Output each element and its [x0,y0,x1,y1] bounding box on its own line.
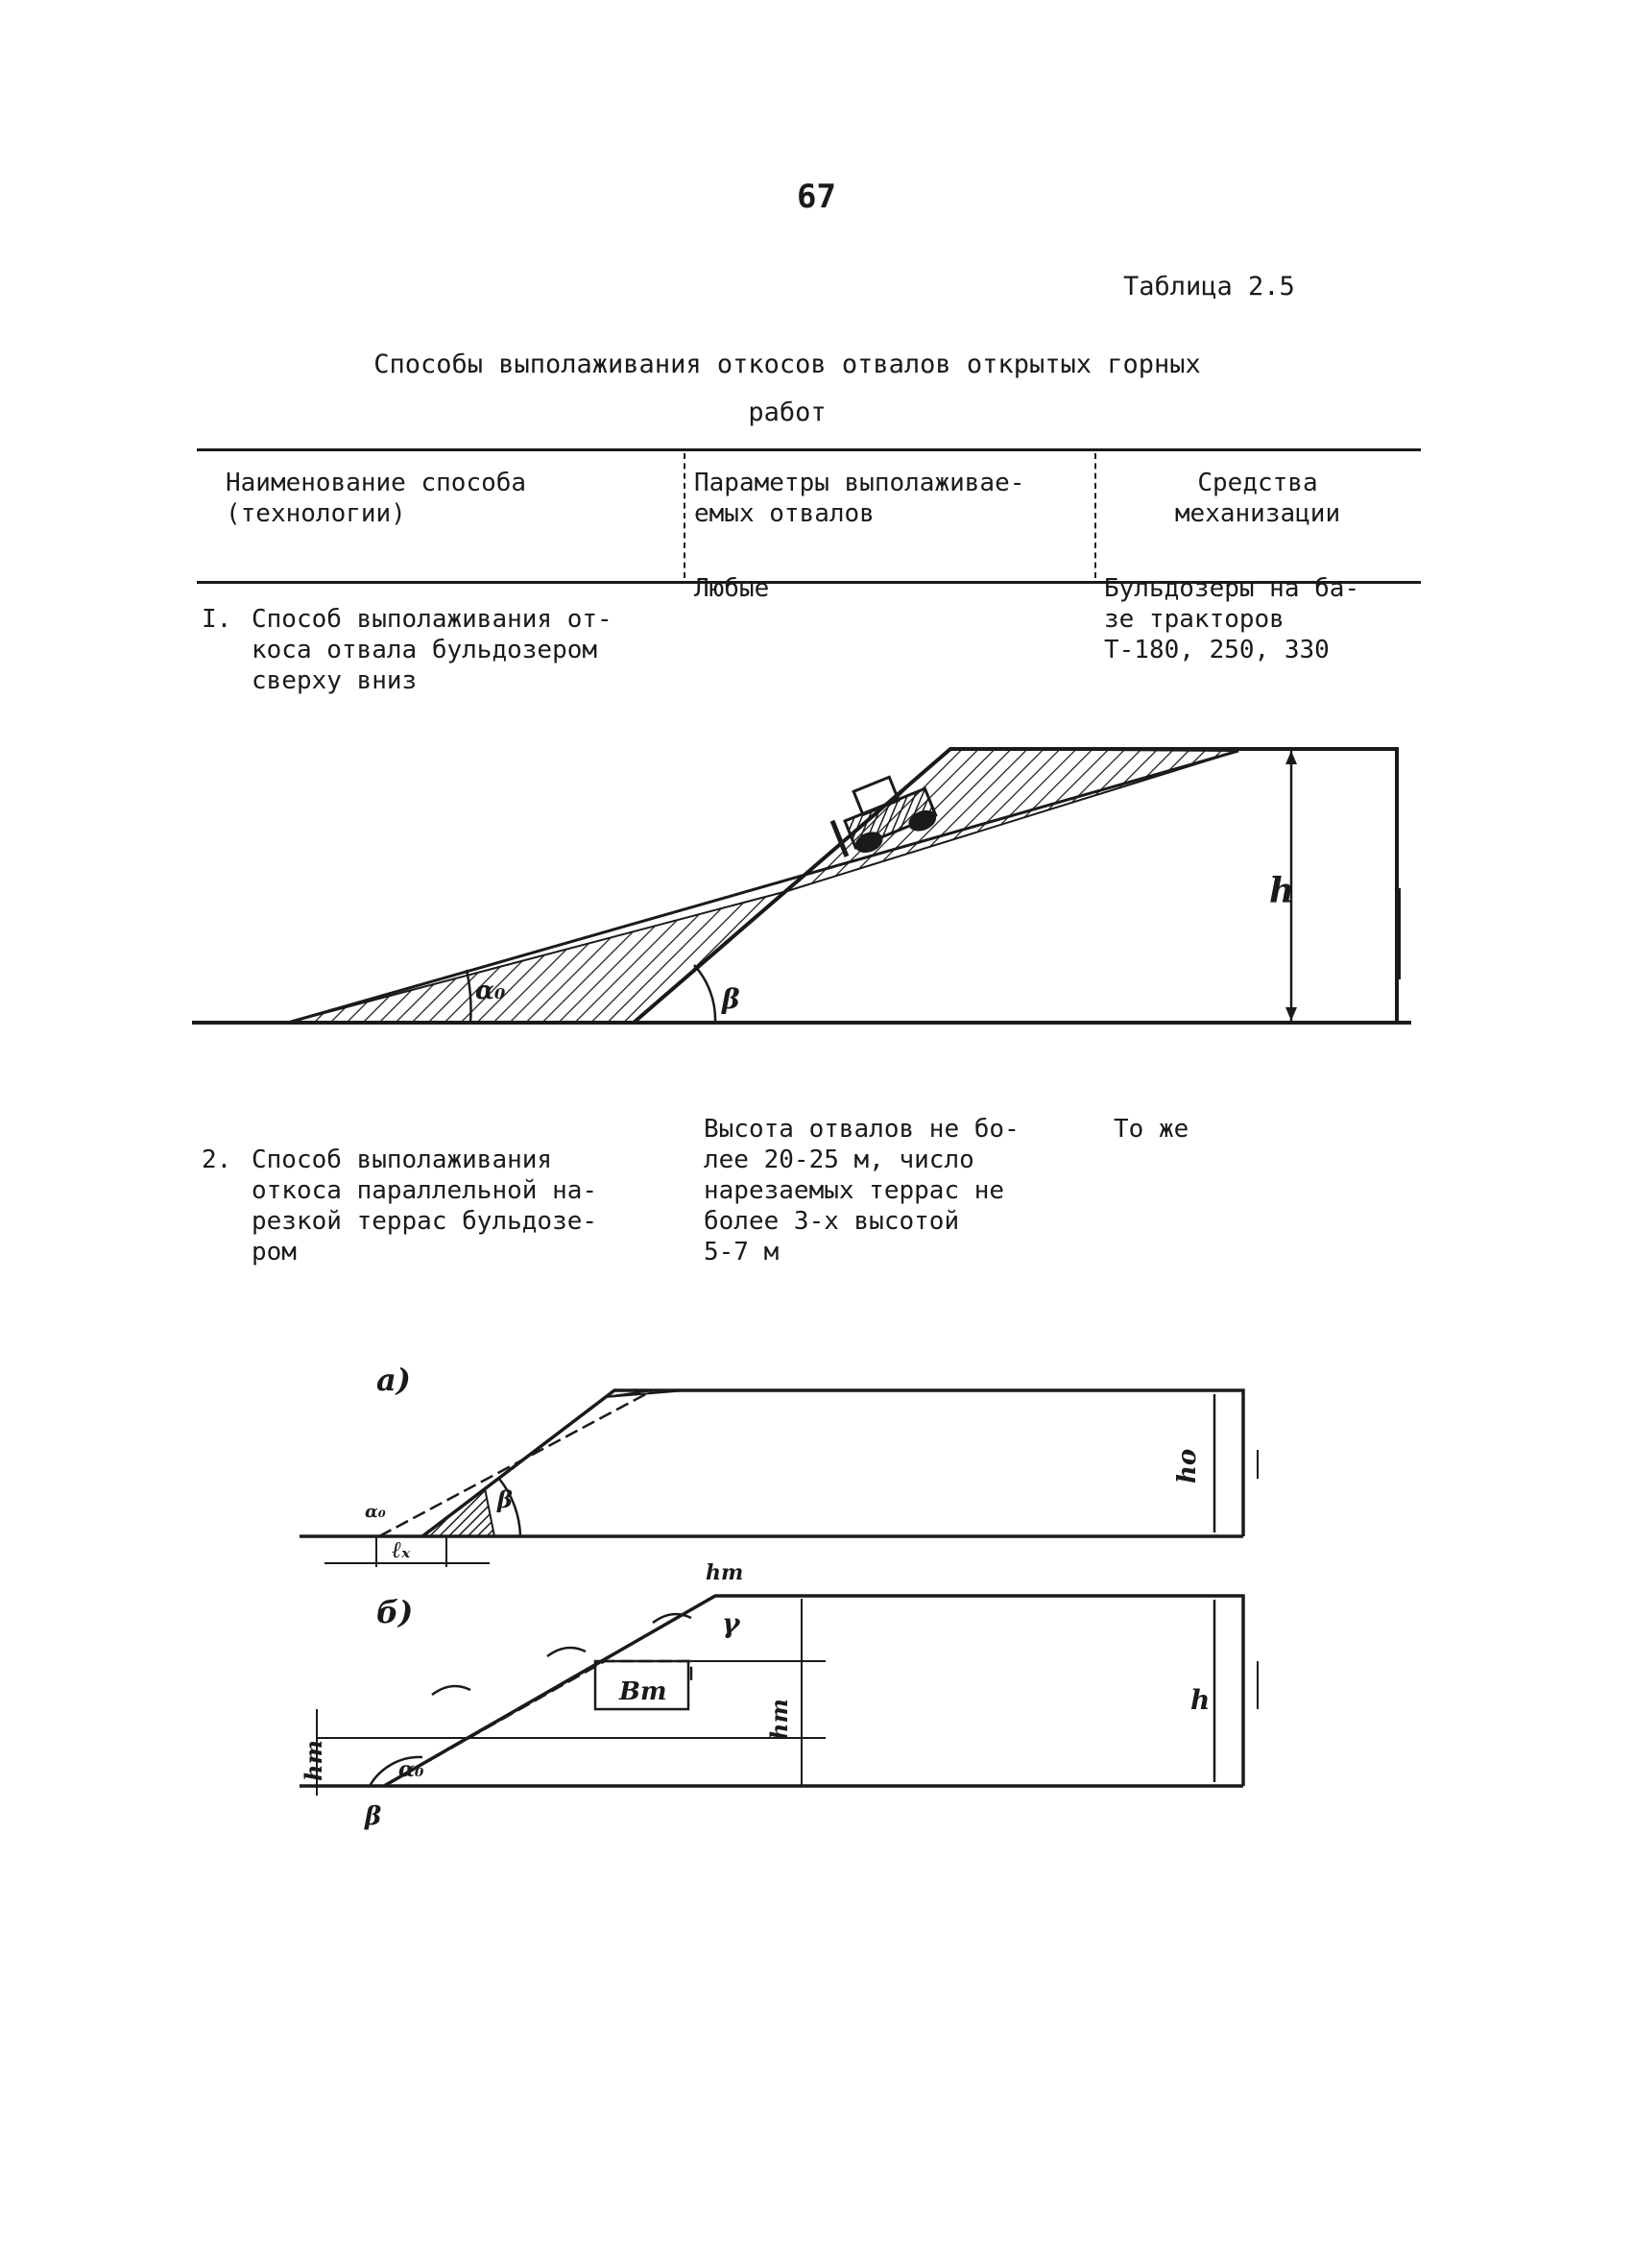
b-original-slope [384,1596,1243,1786]
figure2-b-label-ht-top: hт [706,1560,744,1585]
row-2-parameters: Высота отвалов не бо- лее 20-25 м, число нарезаемых террас не более 3-х высотой 5-7 м [704,1115,1020,1267]
row-1-number: I. [202,605,232,634]
figure1-label-h: h [1269,871,1295,911]
column-separator [684,453,685,578]
figure2-sub-a: а) [376,1362,411,1398]
row-1-parameters: Любые [694,574,770,603]
a-fill-area [422,1488,494,1536]
header-mechanization: Средства механизации [1174,469,1341,528]
figure-bulldozer-slope [182,730,1430,1047]
row-2-mechanization: То же [1114,1115,1189,1144]
header-parameters: Параметры выполаживае- емых отвалов [694,469,1025,528]
figure2-b-label-hts: hт [300,1740,327,1781]
row-2-method-text: Способ выполаживания откоса параллельной на- резкой террас бульдозе- ром [252,1146,598,1267]
angle-beta-arc [694,965,715,1023]
figure2-a-label-h: hо [1173,1448,1202,1484]
figure2-b-label-alpha: α₀ [398,1757,424,1782]
figure1-label-beta: β [722,983,740,1015]
figure2-b-label-gamma: γ [722,1607,740,1639]
figure2-b-label-bt: Вт [619,1677,667,1706]
figure-terrace-cutting [288,1344,1296,1853]
table-top-rule [197,448,1421,451]
row-1-method [202,573,691,696]
table-title: Способы выполаживания откосов отвалов открытых горных работ [373,350,1201,427]
a-original-slope [422,1390,1243,1536]
figure2-b-label-beta: β [365,1802,382,1831]
figure2-a-label-beta: β [497,1485,513,1513]
figure2-a-label-l: ℓₓ [392,1535,411,1563]
figure2-sub-b: б) [376,1594,414,1630]
figure1-label-alpha: α₀ [475,977,506,1005]
figure2-a-label-alpha: α₀ [365,1502,386,1522]
row-2-number: 2. [202,1146,232,1174]
figure2-b-label-h: h [1190,1684,1211,1716]
table-label: Таблица 2.5 [1123,272,1295,302]
row-1-method-text: Способ выполаживания от- коса отвала бульдозером сверху вниз [252,605,612,695]
figure2-b-label-ht-mid: hт [765,1699,793,1740]
row-2-method [202,1114,691,1267]
header-method: Наименование способа (технологии) [226,469,527,528]
row-1-mechanization: Бульдозеры на ба- зе тракторов Т-180, 250, 330 [1104,574,1360,664]
page-number: 67 [797,178,836,216]
